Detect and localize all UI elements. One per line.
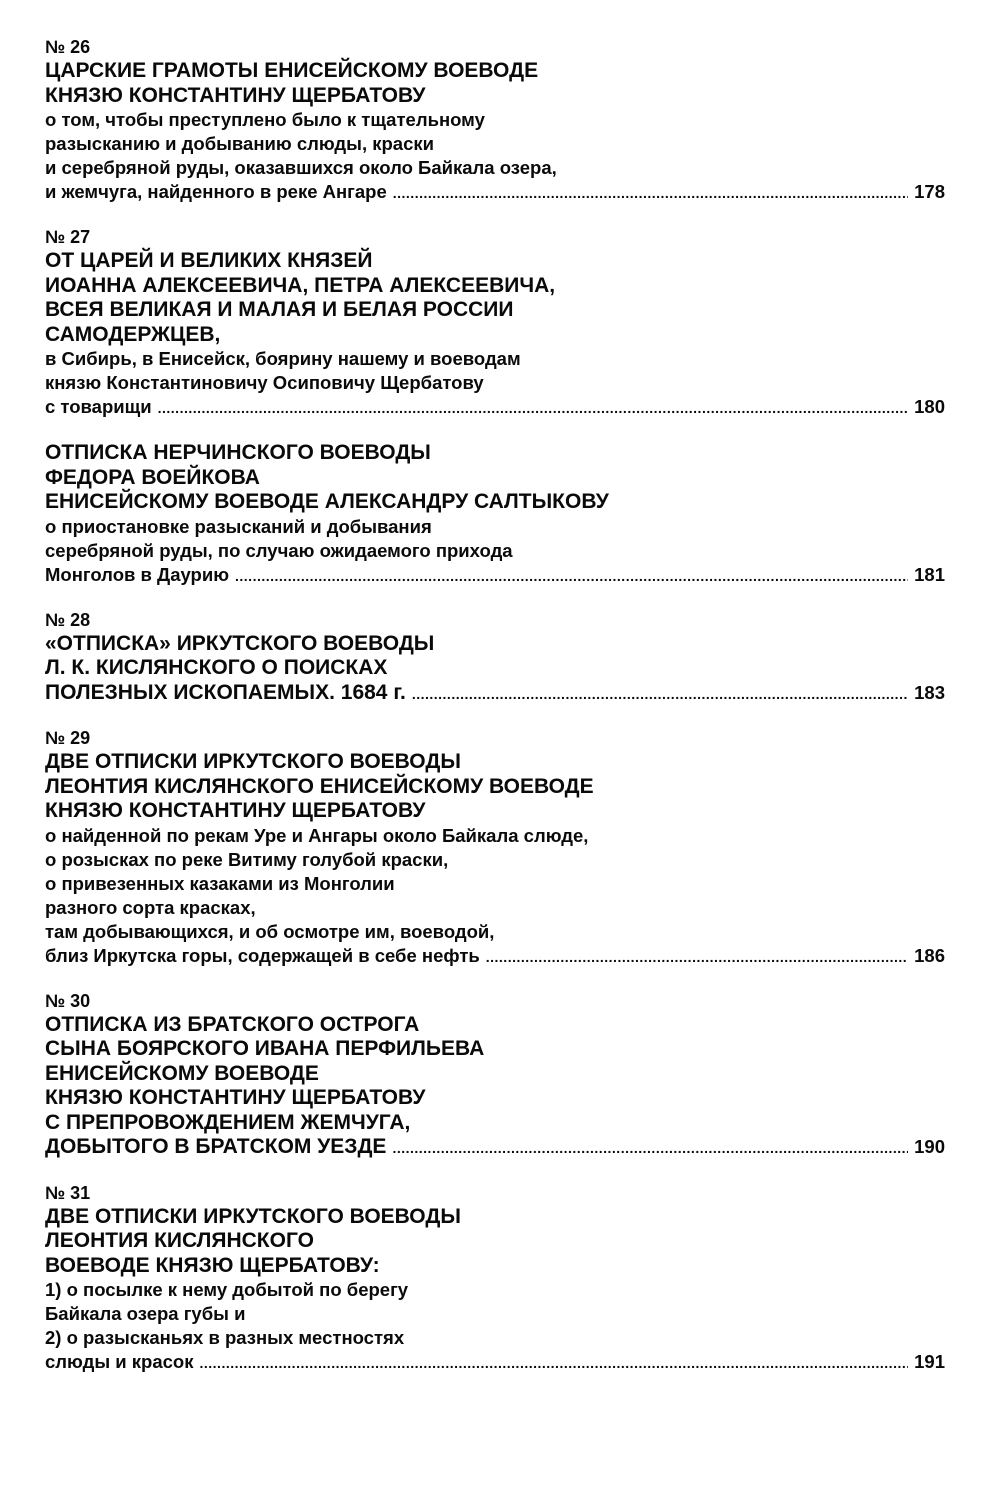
document-number: № 26: [45, 37, 91, 57]
entry-final-line: [45, 1350, 945, 1375]
entry-title-line: ЛЕОНТИЯ КИСЛЯНСКОГО ЕНИСЕЙСКОМУ ВОЕВОДЕ: [45, 774, 594, 798]
entry-final-line: [45, 944, 945, 969]
entry-final-line: [45, 1135, 945, 1161]
entry-final-line: [45, 681, 945, 707]
entry-title-line: «ОТПИСКА» ИРКУТСКОГО ВОЕВОДЫ: [45, 631, 435, 655]
toc-entry: [45, 990, 945, 1161]
toc-entry: [45, 226, 945, 420]
page-number: 190: [914, 1136, 945, 1157]
entry-final-text: близ Иркутска горы, содержащей в себе нефть: [45, 944, 480, 966]
entry-description-line: о привезенных казаками из Монголии: [45, 872, 395, 894]
entry-description-line: 1) о посылке к нему добытой по берегу: [45, 1279, 409, 1300]
page-number: 180: [914, 396, 945, 417]
entry-title-line: Л. К. КИСЛЯНСКОГО О ПОИСКАХ: [45, 656, 388, 679]
dot-leader: [486, 945, 908, 969]
entry-final-text: и жемчуга, найденного в реке Ангаре: [45, 181, 387, 202]
entry-description-line: 2) о разысканьях в разных местностях: [45, 1327, 405, 1348]
page-number: 186: [914, 944, 945, 966]
entry-title-line: ЕНИСЕЙСКОМУ ВОЕВОДЕ АЛЕКСАНДРУ САЛТЫКОВУ: [45, 490, 609, 513]
entry-final-line: [45, 180, 945, 205]
document-number: № 31: [45, 1182, 91, 1203]
entry-final-text: ПОЛЕЗНЫХ ИСКОПАЕМЫХ. 1684 г.: [45, 680, 406, 704]
entry-final-text: слюды и красок: [45, 1351, 194, 1372]
entry-description-line: о найденной по рекам Уре и Ангары около Байкала слюде,: [45, 824, 589, 846]
entry-description-line: разного сорта красках,: [45, 896, 256, 918]
entry-title-line: ФЕДОРА ВОЕЙКОВА: [45, 465, 260, 489]
entry-title-line: ОТПИСКА ИЗ БРАТСКОГО ОСТРОГА: [45, 1012, 420, 1036]
entry-description-line: о том, чтобы преступлено было к тщательному: [45, 109, 485, 130]
entry-title-line: ВОЕВОДЕ КНЯЗЮ ЩЕРБАТОВУ:: [45, 1253, 380, 1277]
entry-title-line: С ПРЕПРОВОЖДЕНИЕМ ЖЕМЧУГА,: [45, 1110, 411, 1134]
entry-title-line: ЕНИСЕЙСКОМУ ВОЕВОДЕ: [45, 1061, 319, 1085]
entry-description-line: разысканию и добыванию слюды, краски: [45, 133, 435, 154]
page-number: 183: [914, 681, 945, 703]
toc-entry: [45, 727, 945, 969]
entry-final-text: Монголов в Даурию: [45, 563, 230, 585]
entry-title-line: КНЯЗЮ КОНСТАНТИНУ ЩЕРБАТОВУ: [45, 83, 426, 107]
entry-final-line: [45, 395, 945, 420]
dot-leader: [200, 1351, 909, 1375]
toc-entry: [45, 1182, 945, 1376]
entry-title-line: ВСЕЯ ВЕЛИКАЯ И МАЛАЯ И БЕЛАЯ РОССИИ: [45, 298, 514, 321]
entry-title-line: КНЯЗЮ КОНСТАНТИНУ ЩЕРБАТОВУ: [45, 799, 426, 822]
entry-title-line: ОТПИСКА НЕРЧИНСКОГО ВОЕВОДЫ: [45, 441, 431, 464]
entry-title-line: ОТ ЦАРЕЙ И ВЕЛИКИХ КНЯЗЕЙ: [45, 249, 373, 272]
toc-entry: [45, 609, 945, 707]
entry-final-line: [45, 563, 945, 588]
page-number: 178: [914, 181, 945, 202]
page-number: 181: [914, 563, 945, 585]
entry-title-line: ЛЕОНТИЯ КИСЛЯНСКОГО: [45, 1229, 314, 1252]
document-number: № 29: [45, 728, 91, 748]
entry-description-line: там добывающихся, и об осмотре им, воеводой,: [45, 920, 495, 942]
entry-title-line: ЦАРСКИЕ ГРАМОТЫ ЕНИСЕЙСКОМУ ВОЕВОДЕ: [45, 59, 539, 82]
document-number: № 27: [45, 227, 91, 247]
entry-title-line: КНЯЗЮ КОНСТАНТИНУ ЩЕРБАТОВУ: [45, 1086, 426, 1109]
dot-leader: [392, 1136, 908, 1161]
dot-leader: [235, 564, 908, 588]
dot-leader: [158, 396, 909, 420]
entry-title-line: САМОДЕРЖЦЕВ,: [45, 322, 221, 346]
dot-leader: [412, 682, 908, 707]
entry-description-line: о розысках по реке Витиму голубой краски,: [45, 848, 449, 870]
entry-title-line: ДВЕ ОТПИСКИ ИРКУТСКОГО ВОЕВОДЫ: [45, 1204, 461, 1228]
document-number: № 30: [45, 990, 91, 1011]
toc-entry: [45, 441, 945, 588]
entry-description-line: и серебряной руды, оказавшихся около Байкала озера,: [45, 157, 557, 178]
entry-title-line: ИОАННА АЛЕКСЕЕВИЧА, ПЕТРА АЛЕКСЕЕВИЧА,: [45, 273, 556, 297]
entry-final-text: ДОБЫТОГО В БРАТСКОМ УЕЗДЕ: [45, 1135, 387, 1158]
document-number: № 28: [45, 609, 91, 630]
dot-leader: [393, 181, 908, 205]
entry-final-text: с товарищи: [45, 396, 152, 417]
entry-title-line: ДВЕ ОТПИСКИ ИРКУТСКОГО ВОЕВОДЫ: [45, 750, 461, 773]
entry-description-line: в Сибирь, в Енисейск, боярину нашему и воеводам: [45, 348, 521, 369]
entry-description-line: князю Константиновичу Осиповичу Щербатову: [45, 372, 484, 393]
entry-description-line: о приостановке разысканий и добывания: [45, 515, 432, 537]
toc-entry: [45, 36, 945, 205]
page-number: 191: [914, 1351, 945, 1372]
entry-title-line: СЫНА БОЯРСКОГО ИВАНА ПЕРФИЛЬЕВА: [45, 1037, 485, 1060]
entry-description-line: Байкала озера губы и: [45, 1303, 246, 1324]
entry-description-line: серебряной руды, по случаю ожидаемого прихода: [45, 539, 513, 561]
